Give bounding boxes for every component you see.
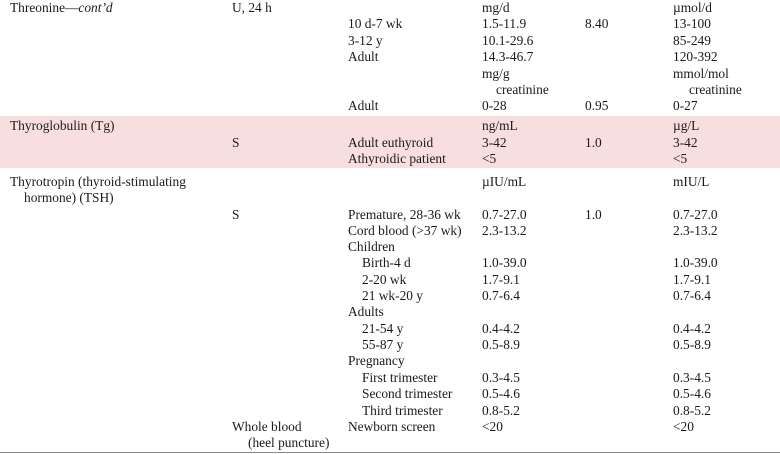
group-label: 3-12 y	[348, 33, 383, 48]
group-label: 21-54 y	[362, 321, 404, 336]
conventional-unit-cont: creatinine	[496, 82, 549, 97]
group-label: Adult	[348, 98, 379, 113]
table-row	[0, 385, 780, 402]
specimen-cont-row	[0, 434, 780, 451]
group-label: 2-20 wk	[362, 272, 407, 287]
group-label: Third trimester	[362, 403, 443, 418]
si-range: 3-42	[673, 135, 698, 150]
group-label: Cord blood (>37 wk)	[348, 223, 462, 238]
analyte-name-cont-row	[0, 189, 780, 206]
conventional-range: 2.3-13.2	[482, 223, 527, 238]
specimen: Whole blood	[232, 419, 302, 434]
conventional-range: 1.5-11.9	[482, 16, 527, 31]
table-row	[0, 15, 780, 32]
group-label: 55-87 y	[362, 337, 404, 352]
si-unit: mIU/L	[673, 174, 710, 189]
conventional-range: 0.7-27.0	[482, 207, 527, 222]
conventional-range: 0-28	[482, 98, 507, 113]
si-range: 0.4-4.2	[673, 321, 711, 336]
si-range: 0.8-5.2	[673, 403, 711, 418]
group-label: 21 wk-20 y	[362, 288, 423, 303]
table-row	[0, 32, 780, 49]
table-row	[0, 271, 780, 288]
si-range: 0.5-8.9	[673, 337, 711, 352]
si-range: 0-27	[673, 98, 698, 113]
table-row	[0, 336, 780, 353]
table-row	[0, 134, 780, 151]
subgroup-heading: Adults	[348, 304, 384, 319]
conventional-range: 0.5-8.9	[482, 337, 520, 352]
conventional-range: 1.0-39.0	[482, 255, 527, 270]
conventional-range: 0.7-6.4	[482, 288, 520, 303]
continued-marker: cont’d	[78, 0, 113, 15]
specimen-cont: (heel puncture)	[248, 435, 330, 450]
table-row	[0, 418, 780, 435]
si-range: 120-392	[673, 49, 718, 64]
conventional-unit: mg/d	[482, 0, 510, 15]
table-row	[0, 97, 780, 114]
si-range: 13-100	[673, 16, 711, 31]
si-unit: µmol/d	[673, 0, 712, 15]
analyte-name: Threonine—cont’d	[10, 0, 113, 15]
group-label: Athyroidic patient	[348, 151, 446, 166]
si-unit: mmol/mol	[673, 66, 729, 81]
thyroglobulin-header-row	[0, 117, 780, 134]
si-range: 1.0-39.0	[673, 255, 718, 270]
conventional-unit: mg/g	[482, 66, 510, 81]
table-row	[0, 48, 780, 65]
si-unit-cont: creatinine	[689, 82, 742, 97]
subgroup-heading-row	[0, 238, 780, 255]
analyte-name: Thyroglobulin (Tg)	[10, 118, 115, 133]
unit-row	[0, 65, 780, 82]
conversion-factor: 0.95	[585, 98, 609, 113]
group-label: Premature, 28-36 wk	[348, 207, 461, 222]
conversion-factor: 1.0	[585, 135, 602, 150]
conventional-range: 0.4-4.2	[482, 321, 520, 336]
specimen: S	[232, 135, 240, 150]
table-row	[0, 320, 780, 337]
si-range: 85-249	[673, 33, 711, 48]
table-bottom-rule	[0, 452, 780, 453]
conventional-range: 3-42	[482, 135, 507, 150]
subgroup-heading-row	[0, 303, 780, 320]
tsh-header-row	[0, 173, 780, 190]
si-range: 0.7-27.0	[673, 207, 718, 222]
conversion-factor: 1.0	[585, 207, 602, 222]
si-unit: µg/L	[673, 118, 700, 133]
threonine-header-row	[0, 0, 780, 16]
conventional-range: 0.3-4.5	[482, 370, 520, 385]
conventional-unit: µIU/mL	[482, 174, 527, 189]
table-row	[0, 150, 780, 167]
conventional-range: <20	[482, 419, 503, 434]
conversion-factor: 8.40	[585, 16, 609, 31]
analyte-name: Thyrotropin (thyroid-stimulating	[10, 174, 186, 189]
si-range: 1.7-9.1	[673, 272, 711, 287]
si-range: 2.3-13.2	[673, 223, 718, 238]
conventional-range: <5	[482, 151, 497, 166]
specimen: S	[232, 207, 240, 222]
conventional-unit: ng/mL	[482, 118, 518, 133]
group-label: Adult euthyroid	[348, 135, 434, 150]
table-row	[0, 222, 780, 239]
specimen: U, 24 h	[232, 0, 272, 15]
table-row	[0, 287, 780, 304]
group-label: Adult	[348, 49, 379, 64]
table-row	[0, 402, 780, 419]
si-range: 0.5-4.6	[673, 386, 711, 401]
group-label: Newborn screen	[348, 419, 436, 434]
unit-row	[0, 81, 780, 98]
si-range: 0.3-4.5	[673, 370, 711, 385]
table-row	[0, 369, 780, 386]
si-range: <20	[673, 419, 694, 434]
conventional-range: 14.3-46.7	[482, 49, 534, 64]
conventional-range: 1.7-9.1	[482, 272, 520, 287]
conventional-range: 10.1-29.6	[482, 33, 534, 48]
group-label: Birth-4 d	[362, 255, 411, 270]
conventional-range: 0.5-4.6	[482, 386, 520, 401]
conventional-range: 0.8-5.2	[482, 403, 520, 418]
subgroup-heading: Children	[348, 239, 395, 254]
subgroup-heading-row	[0, 352, 780, 369]
table-row	[0, 254, 780, 271]
si-range: <5	[673, 151, 688, 166]
group-label: 10 d-7 wk	[348, 16, 403, 31]
group-label: Second trimester	[362, 386, 453, 401]
group-label: First trimester	[362, 370, 438, 385]
subgroup-heading: Pregnancy	[348, 353, 405, 368]
si-range: 0.7-6.4	[673, 288, 711, 303]
analyte-name-cont: hormone) (TSH)	[24, 190, 114, 205]
table-row	[0, 206, 780, 223]
